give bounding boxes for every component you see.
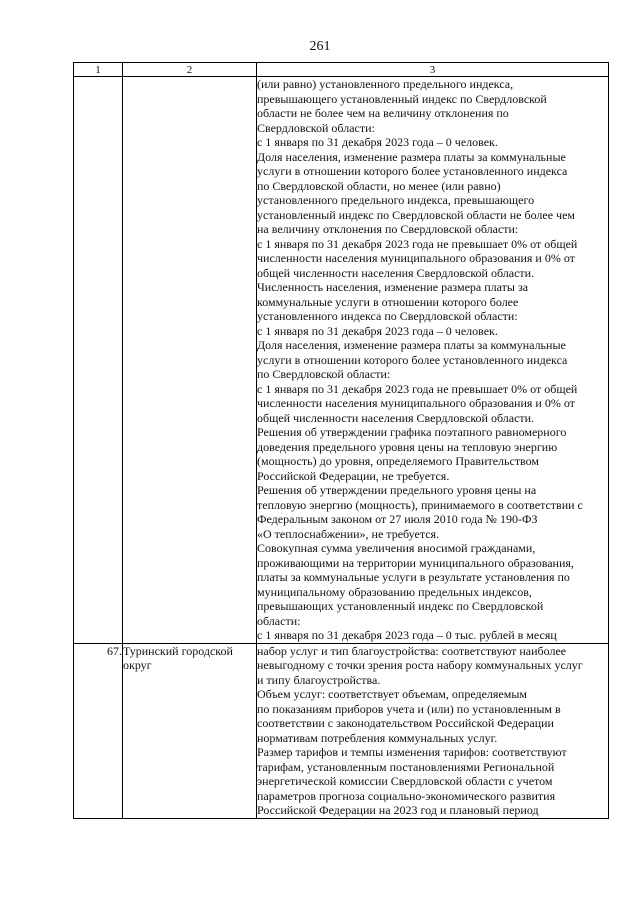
text-line: (или равно) установленного предельного индекса, — [257, 77, 514, 91]
text-line: доведения предельного уровня цены на тепловую энергию — [257, 439, 558, 454]
municipality-name: Туринский городской округ — [123, 643, 257, 818]
text-line: тепловую энергию (мощность), принимаемого в соответствии с — [257, 497, 583, 512]
text-line: превышающего установленный индекс по Свердловской — [257, 91, 547, 106]
text-line: на величину отклонения по Свердловской области: — [257, 222, 519, 236]
text-line: набор услуг и тип благоустройства: соответствуют наиболее — [257, 643, 567, 658]
text-line: Свердловской области: — [257, 120, 375, 135]
text-line: превышающих установленный индекс по Свердловской — [257, 599, 544, 613]
tariff-table — [73, 62, 609, 819]
text-line: муниципальному образованию предельных индексов, — [257, 584, 532, 599]
text-line: соответствии с законодательством Российской Федерации — [257, 716, 554, 730]
text-line: платы за коммунальные услуги в результате установления по — [257, 570, 570, 584]
text-line: Решения об утверждении предельного уровня цены на — [257, 483, 537, 497]
text-line: и типу благоустройства. — [257, 672, 381, 687]
text-line: услуги в отношении которого более установленного индекса — [257, 352, 568, 367]
table-row — [74, 77, 609, 644]
text-line: Объем услуг: соответствует объемам, определяемым — [257, 687, 528, 701]
text-line: Российской Федерации, не требуется. — [257, 468, 450, 483]
text-line: Решения об утверждении графика поэтапного равномерного — [257, 425, 567, 439]
table-header-row — [74, 63, 609, 77]
text-line: услуги в отношении которого более установленного индекса — [257, 164, 568, 178]
text-line: установленного индекса по Свердловской области: — [257, 309, 518, 323]
text-line: по Свердловской области: — [257, 367, 391, 381]
header-col-2: 2 — [123, 63, 257, 77]
text-line: с 1 января по 31 декабря 2023 года – 0 человек. — [257, 323, 498, 338]
text-line: невыгодному с точки зрения роста набору коммунальных услуг — [257, 658, 583, 672]
text-line: (мощность) до уровня, определяемого Правительством — [257, 454, 540, 468]
text-line: Российской Федерации на 2023 год и плановый период — [257, 803, 539, 817]
text-line: проживающими на территории муниципального образования, — [257, 555, 574, 570]
description-cell — [257, 643, 609, 818]
text-line: области: — [257, 613, 301, 628]
header-col-3: 3 — [257, 63, 609, 77]
table-row — [74, 643, 609, 818]
text-line: нормативам потребления коммунальных услуг. — [257, 730, 498, 745]
text-line: Численность населения, изменение размера платы за — [257, 280, 529, 294]
text-line: с 1 января по 31 декабря 2023 года – 0 тыс. рублей в месяц — [257, 628, 557, 642]
text-line: Доля населения, изменение размера платы за коммунальные — [257, 149, 566, 164]
text-line: установленный индекс по Свердловской области не более чем — [257, 207, 575, 222]
text-line: Федеральным законом от 27 июля 2010 года № 190-ФЗ — [257, 512, 538, 526]
text-line: по показаниям приборов учета и (или) по установленным в — [257, 701, 561, 716]
text-line: Размер тарифов и темпы изменения тарифов: соответствуют — [257, 745, 567, 759]
text-line: с 1 января по 31 декабря 2023 года не превышает 0% от общей — [257, 236, 578, 251]
row-number: 67. — [74, 643, 123, 818]
text-line: области не более чем на величину отклонения по — [257, 106, 509, 120]
text-line: Доля населения, изменение размера платы за коммунальные — [257, 338, 566, 352]
text-line: численности населения муниципального образования и 0% от — [257, 251, 575, 265]
text-line: «О теплоснабжении», не требуется. — [257, 526, 440, 541]
text-line: параметров прогноза социально-экономического развития — [257, 788, 556, 803]
text-line: коммунальные услуги в отношении которого более — [257, 294, 519, 309]
text-line: Совокупная сумма увеличения вносимой гражданами, — [257, 541, 536, 555]
row-number — [74, 77, 123, 644]
text-line: общей численности населения Свердловской области. — [257, 265, 535, 280]
text-line: установленного предельного индекса, превышающего — [257, 193, 535, 207]
text-line: по Свердловской области, но менее (или равно) — [257, 178, 501, 193]
municipality-name — [123, 77, 257, 644]
description-cell — [257, 77, 609, 644]
text-line: численности населения муниципального образования и 0% от — [257, 396, 575, 410]
text-line: с 1 января по 31 декабря 2023 года не превышает 0% от общей — [257, 381, 578, 396]
text-line: энергетической комиссии Свердловской области с учетом — [257, 774, 553, 788]
page-number: 261 — [309, 39, 331, 54]
header-col-1: 1 — [74, 63, 123, 77]
text-line: с 1 января по 31 декабря 2023 года – 0 человек. — [257, 135, 498, 149]
text-line: общей численности населения Свердловской области. — [257, 410, 535, 425]
text-line: тарифам, установленным постановлениями Региональной — [257, 759, 555, 774]
